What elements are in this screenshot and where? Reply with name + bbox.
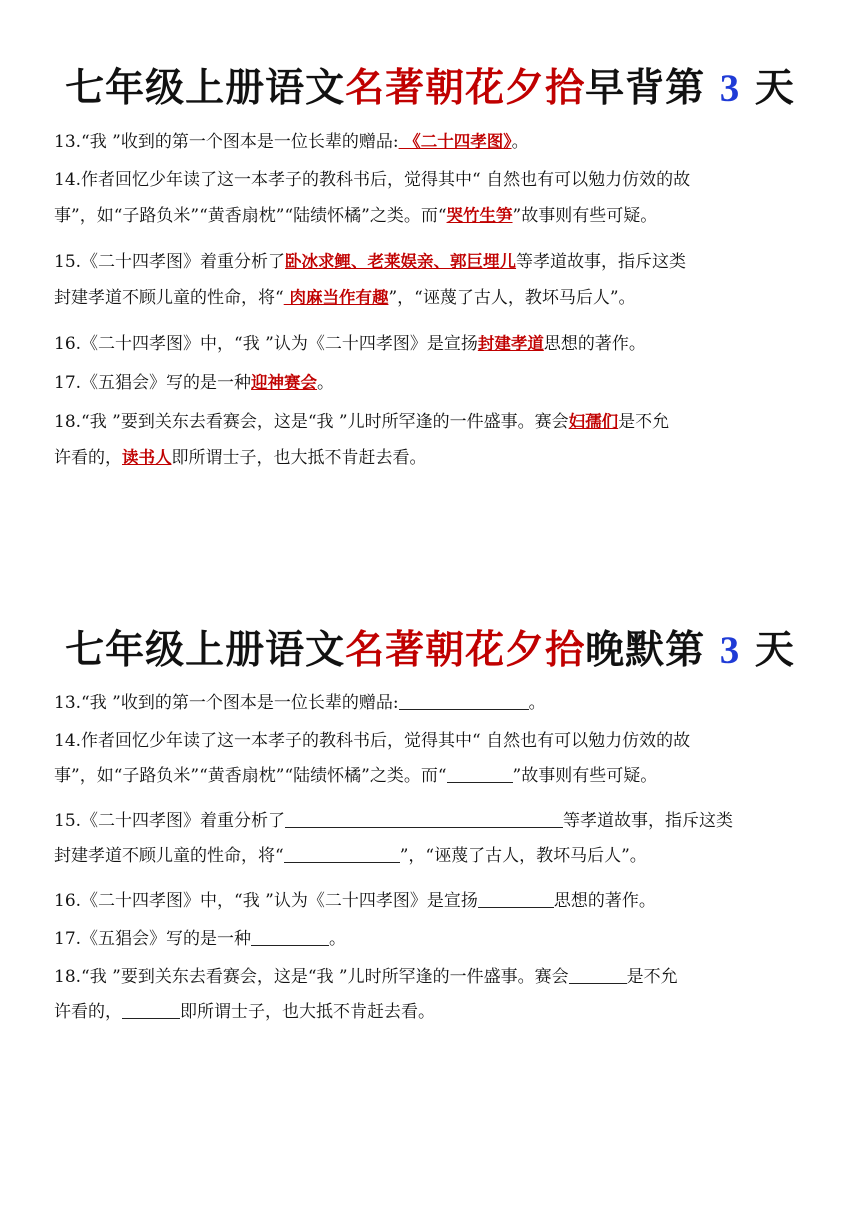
evening-title bbox=[0, 624, 860, 678]
q17-text: 17.《五猖会》写的是一种 bbox=[54, 929, 252, 949]
q13-text: 13.“我 ”收到的第一个图本是一位长辈的赠品: bbox=[54, 132, 399, 152]
q16-text: 16.《二十四孝图》中，“我 ”认为《二十四孝图》是宣扬 bbox=[54, 891, 478, 911]
q15-line2: 封建孝道不顾儿童的性命，将“ bbox=[54, 846, 284, 866]
q18-text: 18.“我 ”要到关东去看赛会，这是“我 ”儿时所罕逢的一件盛事。赛会 bbox=[54, 412, 569, 432]
title-end: 天 bbox=[754, 66, 795, 111]
q16-end: 思想的著作。 bbox=[543, 334, 646, 354]
q15-answer-blank[interactable] bbox=[285, 809, 563, 828]
q13-text: 13.“我 ”收到的第一个图本是一位长辈的赠品: bbox=[54, 693, 399, 713]
q18-answer-blank[interactable] bbox=[569, 965, 627, 984]
question-16-blank bbox=[54, 884, 814, 919]
q14-line1: 14.作者回忆少年读了这一本孝子的教科书后，觉得其中“ 自然也有可以勉力仿效的故 bbox=[54, 170, 691, 190]
q14-line1: 14.作者回忆少年读了这一本孝子的教科书后，觉得其中“ 自然也有可以勉力仿效的故 bbox=[54, 731, 691, 751]
q13-answer: 《二十四孝图》 bbox=[398, 132, 512, 151]
morning-section bbox=[0, 62, 860, 476]
question-17-blank bbox=[54, 922, 814, 957]
q14-answer: 哭竹生笋 bbox=[446, 206, 513, 225]
q15-text: 15.《二十四孝图》着重分析了 bbox=[54, 252, 286, 272]
q14-line2: 事”，如“子路负米”“黄香扇枕”“陆绩怀橘”之类。而“ bbox=[54, 206, 447, 226]
q15-text: 15.《二十四孝图》着重分析了 bbox=[54, 811, 286, 831]
q18-text: 18.“我 ”要到关东去看赛会，这是“我 ”儿时所罕逢的一件盛事。赛会 bbox=[54, 967, 569, 987]
q14-end: ”故事则有些可疑。 bbox=[512, 766, 658, 786]
q15-answer-blank-2[interactable] bbox=[284, 844, 400, 863]
q18-end: 即所谓士子，也大抵不肯赶去看。 bbox=[171, 448, 427, 468]
title-prefix: 七年级上册语文 bbox=[65, 628, 346, 673]
question-14 bbox=[54, 163, 814, 234]
title-day-number: 3 bbox=[719, 629, 741, 672]
q15-line2: 封建孝道不顾儿童的性命，将“ bbox=[54, 288, 284, 308]
q15-mid: 等孝道故事，指斥这类 bbox=[516, 252, 687, 272]
q15-answer: 卧冰求鲤、老莱娱亲、郭巨埋儿 bbox=[285, 252, 517, 271]
question-17 bbox=[54, 365, 814, 401]
q18-mid: 是不允 bbox=[618, 412, 670, 432]
title-highlight: 名著朝花夕拾 bbox=[345, 66, 586, 111]
q13-end: 。 bbox=[511, 132, 529, 152]
q16-text: 16.《二十四孝图》中，“我 ”认为《二十四孝图》是宣扬 bbox=[54, 334, 478, 354]
q14-line2: 事”，如“子路负米”“黄香扇枕”“陆绩怀橘”之类。而“ bbox=[54, 766, 447, 786]
evening-section bbox=[0, 624, 860, 1030]
q14-end: ”故事则有些可疑。 bbox=[512, 206, 658, 226]
q18-end: 即所谓士子，也大抵不肯赶去看。 bbox=[180, 1002, 435, 1022]
q15-mid: 等孝道故事，指斥这类 bbox=[563, 811, 734, 831]
q15-end: ”，“诬蔑了古人，教坏马后人”。 bbox=[399, 846, 647, 866]
title-middle: 早背第 bbox=[585, 66, 706, 111]
title-end: 天 bbox=[754, 628, 795, 673]
question-15 bbox=[54, 244, 814, 316]
q15-end: ”，“诬蔑了古人，教坏马后人”。 bbox=[388, 288, 636, 308]
q14-answer-blank[interactable] bbox=[447, 764, 513, 783]
q17-end: 。 bbox=[329, 929, 347, 949]
q18-answer-blank-2[interactable] bbox=[122, 1000, 180, 1019]
q17-answer: 迎神赛会 bbox=[251, 373, 318, 392]
q18-line2: 许看的， bbox=[54, 448, 122, 468]
q18-line2: 许看的， bbox=[54, 1002, 122, 1022]
question-15-blank bbox=[54, 804, 814, 874]
question-18 bbox=[54, 404, 814, 476]
title-day-number: 3 bbox=[719, 67, 741, 110]
q16-answer-blank[interactable] bbox=[478, 889, 554, 908]
question-16 bbox=[54, 326, 814, 362]
question-18-blank bbox=[54, 960, 814, 1030]
q18-answer-2: 读书人 bbox=[122, 448, 172, 467]
morning-title bbox=[0, 62, 860, 116]
q13-end: 。 bbox=[528, 693, 546, 713]
question-14-blank bbox=[54, 724, 814, 794]
q13-answer-blank[interactable] bbox=[399, 691, 529, 710]
q16-end: 思想的著作。 bbox=[553, 891, 656, 911]
q17-answer-blank[interactable] bbox=[251, 927, 329, 946]
question-13 bbox=[54, 124, 814, 160]
title-highlight: 名著朝花夕拾 bbox=[345, 628, 586, 673]
q17-text: 17.《五猖会》写的是一种 bbox=[54, 373, 252, 393]
title-middle: 晚默第 bbox=[585, 628, 706, 673]
q17-end: 。 bbox=[317, 373, 335, 393]
question-13-blank bbox=[54, 686, 814, 721]
q18-answer: 妇孺们 bbox=[568, 412, 619, 431]
title-prefix: 七年级上册语文 bbox=[65, 66, 346, 111]
q15-answer-2: 肉麻当作有趣 bbox=[283, 288, 389, 307]
q16-answer: 封建孝道 bbox=[477, 334, 544, 353]
q18-mid: 是不允 bbox=[626, 967, 678, 987]
